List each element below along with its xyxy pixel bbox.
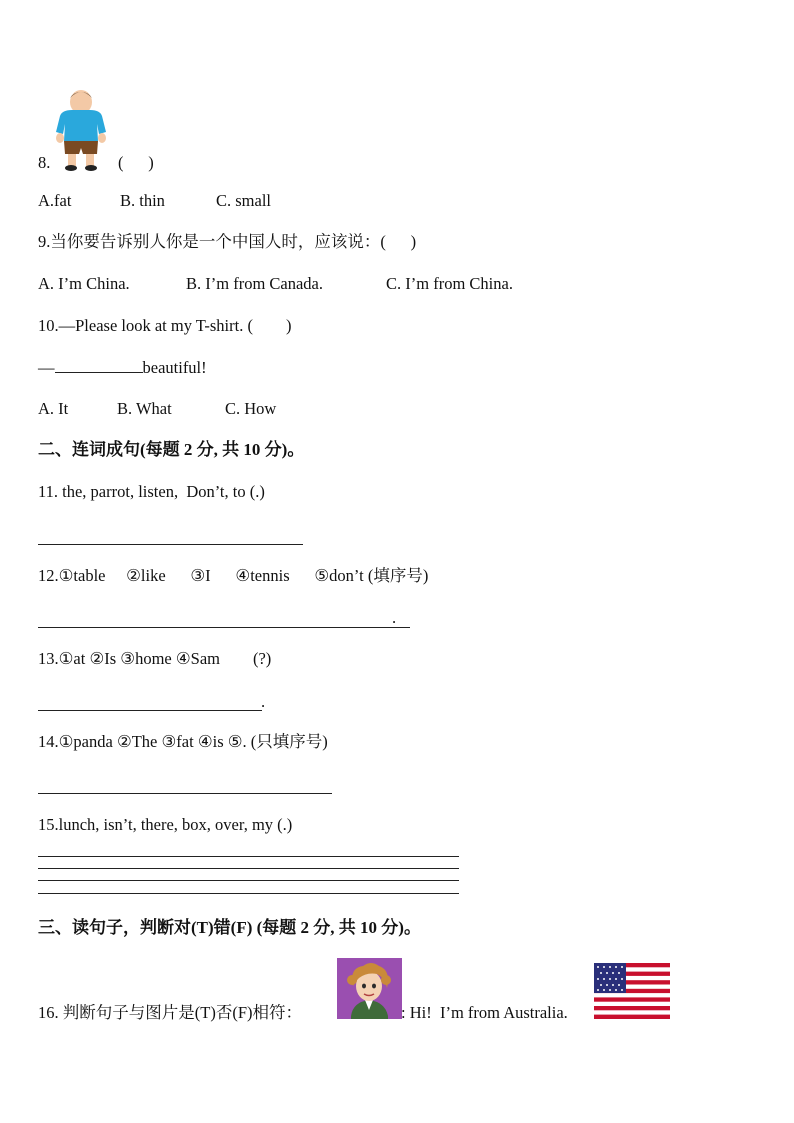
q10-reply — [38, 358, 207, 378]
q15-answer-line-3[interactable] — [38, 880, 459, 881]
q10-dash: — — [38, 358, 55, 377]
q9-option-a: A. I’m China. — [38, 274, 130, 293]
q8-answer-paren: ( ) — [118, 153, 154, 172]
fat-boy-picture — [52, 86, 110, 172]
q15-stem: 15.lunch, isn’t, there, box, over, my (.) — [38, 815, 293, 834]
q8-number: 8. — [38, 153, 51, 172]
q10-stem: 10.—Please look at my T-shirt. ( ) — [38, 316, 292, 335]
section-3-heading: 三、读句子，判断对(T)错(F) (每题 2 分, 共 10 分)。 — [38, 918, 421, 937]
q12-answer-line[interactable] — [38, 627, 410, 628]
section-2-heading: 二、连词成句(每题 2 分, 共 10 分)。 — [38, 440, 305, 459]
q13-period: . — [261, 692, 266, 711]
q9-stem: 9.当你要告诉别人你是一个中国人时，应该说：( ) — [38, 232, 417, 251]
q10-option-b: B. What — [117, 399, 172, 418]
q11-stem: 11. the, parrot, listen, Don’t, to (.) — [38, 482, 265, 501]
q16-prefix: 16. 判断句子与图片是(T)否(F)相符： — [38, 1003, 302, 1022]
girl-picture — [337, 958, 402, 1019]
q15-answer-line-1[interactable] — [38, 856, 459, 857]
q10-option-c: C. How — [225, 399, 277, 418]
q8-option-b: B. thin — [120, 191, 165, 210]
q16-sentence: : Hi! I’m from Australia. — [401, 1003, 568, 1022]
q12-stem: 12.①table ②like ③I ④tennis ⑤don’t (填序号) — [38, 566, 429, 585]
q13-answer-line[interactable] — [38, 710, 262, 711]
q8-option-a: A.fat — [38, 191, 72, 210]
q11-answer-line[interactable] — [38, 544, 303, 545]
q8-option-c: C. small — [216, 191, 272, 210]
q15-answer-line-4[interactable] — [38, 893, 459, 894]
q10-after-blank: beautiful! — [142, 358, 207, 377]
q9-option-b: B. I’m from Canada. — [186, 274, 324, 293]
q14-stem: 14.①panda ②The ③fat ④is ⑤. (只填序号) — [38, 732, 328, 751]
usa-flag-picture — [594, 963, 670, 1019]
q14-answer-line[interactable] — [38, 793, 332, 794]
q10-blank[interactable] — [55, 358, 143, 373]
q9-option-c: C. I’m from China. — [386, 274, 513, 293]
q13-stem: 13.①at ②Is ③home ④Sam (?) — [38, 649, 272, 668]
q12-period: . — [392, 608, 397, 627]
q10-option-a: A. It — [38, 399, 69, 418]
q15-answer-line-2[interactable] — [38, 868, 459, 869]
